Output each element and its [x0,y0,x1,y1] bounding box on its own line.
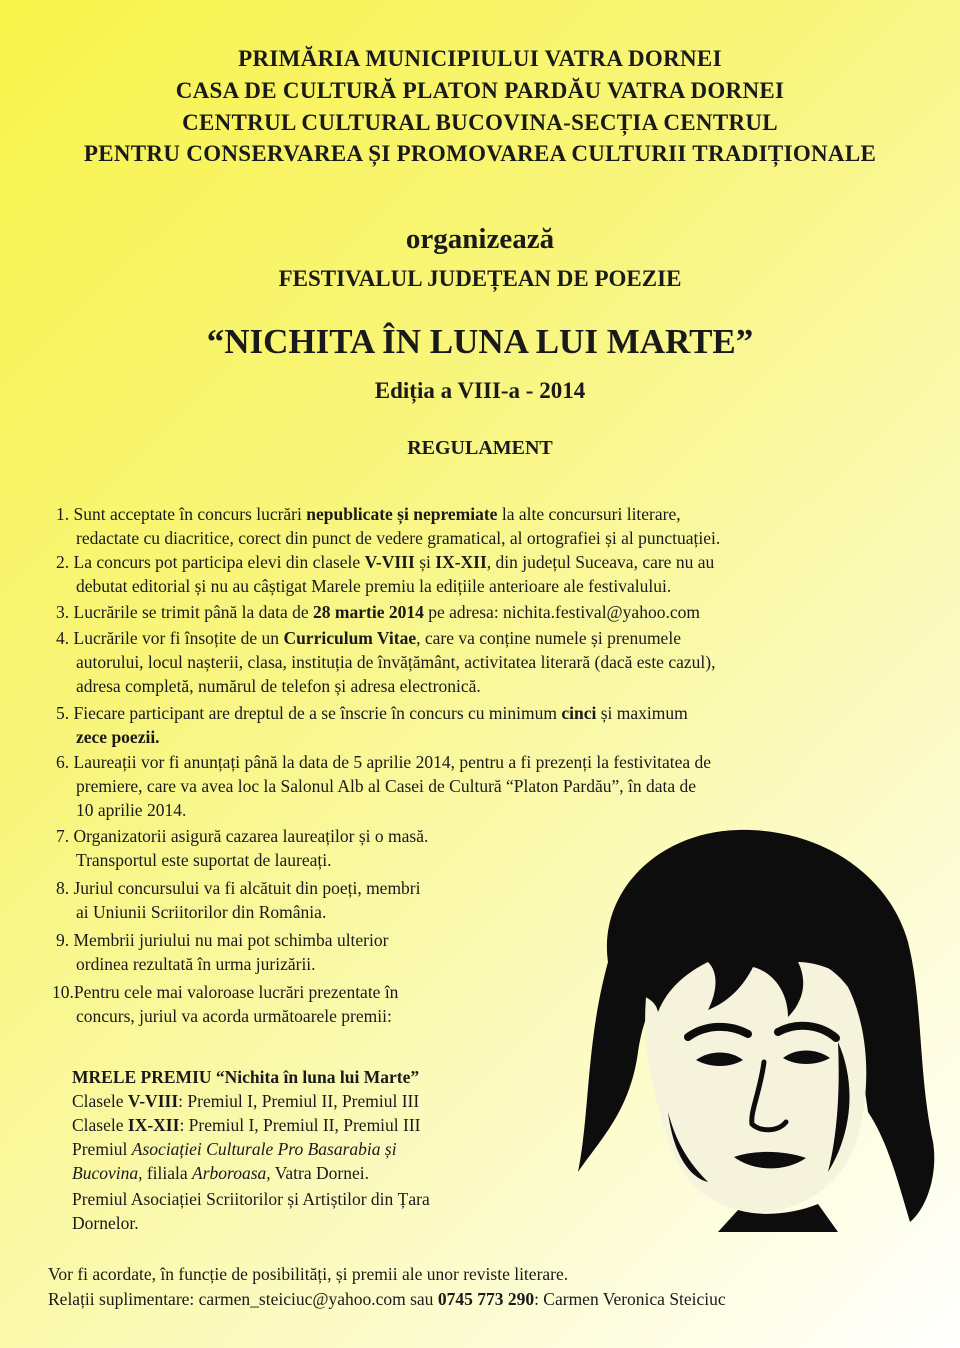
rule-2-line-1: 2. La concurs pot participa elevi din clasele V-VIII și IX-XII, din județul Suceava, care nu au [56,552,715,572]
face-shape [645,945,866,1212]
rule-7-line-1: 7. Organizatorii asigură cazarea laureaților și o masă. [56,826,429,846]
rule-4-line-3: adresa completă, numărul de telefon și adresa electronică. [76,676,481,696]
organizes-heading: organizează [405,223,555,255]
prize-writers-line-1: Premiul Asociației Scriitorilor și Artiștilor din Țara [72,1189,430,1209]
rule-10-line-2: concurs, juriul va acorda următoarele premii: [76,1006,392,1026]
rule-3: 3. Lucrările se trimit până la data de 28 martie 2014 pe adresa: nichita.festival@yahoo.com [56,602,700,622]
prize-writers-line-2: Dornelor. [72,1213,139,1233]
rule-4-line-1: 4. Lucrările vor fi însoțite de un Curriculum Vitae, care va conține numele și prenumele [56,628,681,648]
rule-6-line-3: 10 aprilie 2014. [76,800,187,820]
grand-prize: MRELE PREMIU “Nichita în luna lui Marte” [72,1067,420,1087]
festival-title: “NICHITA ÎN LUNA LUI MARTE” [206,322,754,361]
poet-portrait-illustration [538,812,950,1232]
rule-5-line-1: 5. Fiecare participant are dreptul de a se înscrie în concurs cu minimum cinci și maximum [56,703,688,723]
rule-8-line-2: ai Uniunii Scriitorilor din România. [76,902,327,922]
rule-1-line-1: 1. Sunt acceptate în concurs lucrări nepublicate și nepremiate la alte concursuri literare, [56,504,681,524]
rule-5-line-2: zece poezii. [76,727,160,747]
organizer-line-3: CENTRUL CULTURAL BUCOVINA-SECȚIA CENTRUL [182,110,778,135]
rule-6-line-1: 6. Laureații vor fi anunțați până la data de 5 aprilie 2014, pentru a fi prezenți la festivitatea de [56,752,712,772]
organizer-line-4: PENTRU CONSERVAREA ȘI PROMOVAREA CULTURII TRADIȚIONALE [83,141,877,166]
prize-association-line-2: Bucovina, filiala Arboroasa, Vatra Dornei. [72,1163,369,1183]
festival-name: FESTIVALUL JUDEȚEAN DE POEZIE [278,266,682,291]
rule-1-line-2: redactate cu diacritice, corect din punct de vedere gramatical, al ortografiei și al punctuației. [76,528,721,548]
rule-8-line-1: 8. Juriul concursului va fi alcătuit din poeți, membri [56,878,421,898]
edition-label: Ediția a VIII-a - 2014 [374,378,586,403]
rule-6-line-2: premiere, care va avea loc la Salonul Alb al Casei de Cultură “Platon Pardău”, în data de [76,776,697,796]
prize-association-line-1: Premiul Asociației Culturale Pro Basarabia și [72,1139,397,1159]
prize-classes-ix-xii: Clasele IX-XII: Premiul I, Premiul II, Premiul III [72,1115,421,1135]
footer-contact: Relații suplimentare: carmen_steiciuc@yahoo.com sau 0745 773 290: Carmen Veronica Steiciuc [48,1289,726,1309]
rule-2-line-2: debutat editorial și nu au câștigat Marele premiu la edițiile anterioare ale festivalului. [76,576,672,596]
rule-9-line-1: 9. Membrii juriului nu mai pot schimba ulterior [56,930,389,950]
rule-4-line-2: autorului, locul nașterii, clasa, instituția de învățământ, activitatea literară (dacă este cazul), [76,652,716,672]
rule-7-line-2: Transportul este suportat de laureați. [76,850,332,870]
organizer-line-1: PRIMĂRIA MUNICIPIULUI VATRA DORNEI [238,46,722,71]
rule-10-line-1: 10.Pentru cele mai valoroase lucrări prezentate în [52,982,399,1002]
rule-9-line-2: ordinea rezultată în urma jurizării. [76,954,316,974]
prize-classes-v-viii: Clasele V-VIII: Premiul I, Premiul II, Premiul III [72,1091,420,1111]
organizer-line-2: CASA DE CULTURĂ PLATON PARDĂU VATRA DORNEI [175,78,785,103]
regulation-heading: REGULAMENT [407,437,553,459]
footer-note: Vor fi acordate, în funcție de posibilități, și premii ale unor reviste literare. [48,1264,569,1284]
